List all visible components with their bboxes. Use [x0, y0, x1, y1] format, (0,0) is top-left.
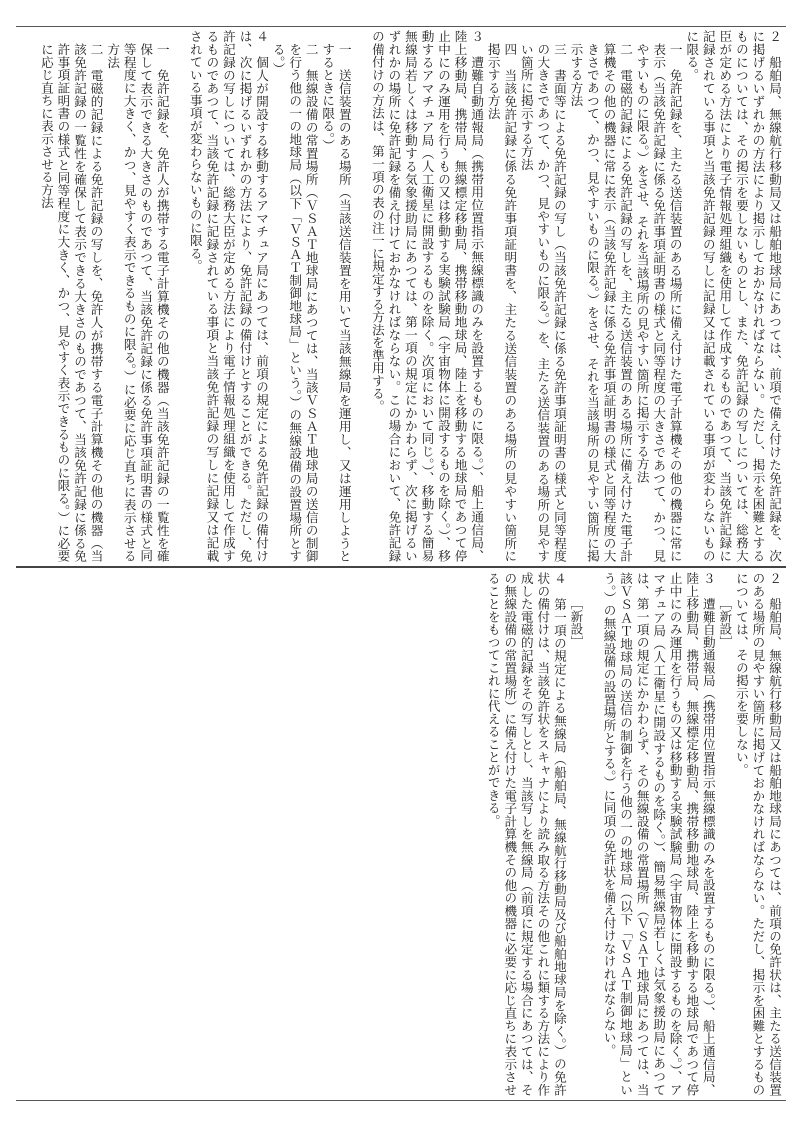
- revised-paragraph: 四 当該免許記録に係る免許事項証明書を、主たる送信装置のある場所の見やすい箇所に掲示する方法: [485, 42, 518, 562]
- current-paragraph: ２ 船舶局、無線航行移動局又は船舶地球局にあつては、前項の免許状は、主たる送信装置のある場所の見やすい箇所に掲げておかなければならない。ただし、掲示を困難とするものについては、その掲示を要しない。: [733, 572, 782, 1096]
- revised-paragraph: 一 免許記録を、免許人が携帯する電子計算機その他の機器（当該免許記録の一覧性を確保して表示できる大きさのものであつて、当該免許記録に係る免許事項証明書の様式と同等程度に大きく、かつ、見やすく表示できるものに限る。）に必要に応じ直ちに表示させる方法: [105, 42, 170, 562]
- revised-paragraph: 一 送信装置のある場所（当該送信装置を用いて当該無線局を運用し、又は運用しようとするときに限る。）: [320, 42, 352, 562]
- current-paragraph: ４ 第一項の規定による無線局（船舶局、無線航行移動局及び船舶地球局を除く。）の免許状の備付けは、当該免許状をスキャナにより読み取る方法その他これに類する方法により作成した電磁的記録をその写しとし、当該写しを無線局（前項に規定する場合にあつては、その無線設備の常置場所）に備え付けた電子計算機その他の機器に必要に応じ直ちに表示させることをもつてこれに代えることができる。: [485, 572, 567, 1096]
- revised-paragraph: 二 電磁的記録による免許記録の写しを、免許人が携帯する電子計算機その他の機器（当該免許記録の一覧性を確保して表示できる大きさのものであつて、当該免許記録に係る免許事項証明書の様式と同等程度に大きく、かつ、見やすく表示できるものに限る。）に必要に応じ直ちに表示させる方法: [38, 42, 104, 562]
- revised-paragraph: ２ 船舶局、無線航行移動局又は船舶地球局にあつては、前項で備え付けた免許記録を、次に掲げるいずれかの方法により掲示しておかなければならない。ただし、掲示を困難とするものについては、その掲示を要しないものとし、また、免許記録の写しについては、総務大臣が定める方法により電子情報処理組織を使用して作成するものであつて、当該免許記録に記録されている事項と当該免許記録の写しに記録又は記載されている事項が変わらないものに限る。: [684, 30, 782, 562]
- revised-text-panel: [18, 30, 782, 562]
- revised-paragraph: 三 書面等による免許記録の写し（当該免許記録に係る免許事項証明書の様式と同等程度の大きさであつて、かつ、見やすいものに限る。）を、主たる送信装置のある場所の見やすい箇所に掲示する方法: [518, 42, 567, 562]
- revised-paragraph: ４ 個人が開設する移動するアマチュア局にあつては、前項の規定による免許記録の備付けは、次に掲げるいずれかの方法により、免許記録の備付けとすることができる。ただし、免許記録の写しについては、総務大臣が定める方法により電子情報処理組織を使用して作成するものであつて、当該免許記録に記録されている事項と当該免許記録の写しに記録又は記載されている事項が変わらないものに限る。: [187, 30, 270, 562]
- revised-paragraph: 二 電磁的記録による免許記録の写しを、主たる送信装置のある場所に備え付けた電子計算機その他の機器に常に表示（当該免許記録に係る免許事項証明書の様式と同等程度の大きさであつて、かつ、見やすいものに限る。）をさせ、それを当該場所の見やすい箇所に掲示する方法: [568, 42, 634, 562]
- current-text-panel: [18, 572, 782, 1096]
- current-paragraph: ［新設］: [568, 597, 584, 649]
- revised-paragraph: ３ 遭難自動通報局（携帯用位置指示無線標識のみを設置するものに限る。）、船上通信局、陸上移動局、携帯局、無線標定移動局、携帯移動地球局、陸上を移動する地球局であつて停止中にのみ運用を行うもの又は移動する実験試験局（宇宙物体に開設するものを除く。）、移動するアマチュア局（人工衛星に開設するものを除く。次項において同じ。）、移動する簡易無線局若しくは移動する気象援助局にあつては、第一項の規定にかかわらず、次に掲げるいずれかの場所に免許記録を備え付けておかなければならない。この場合において、免許記録の備付けの方法は、第一項の表の注一に規定する方法を準用する。: [369, 30, 485, 562]
- bottom-rule: [16, 1100, 786, 1101]
- revised-paragraph: 二 無線設備の常置場所（ＶＳＡＴ地球局にあつては、当該ＶＳＡＴ地球局の送信の制御を行う他の一の地球局（以下「ＶＳＡＴ制御地球局」という。）の無線設備の設置場所とする。）: [270, 42, 319, 562]
- top-rule: [16, 26, 786, 27]
- current-paragraph: ３ 遭難自動通報局（携帯用位置指示無線標識のみを設置するものに限る。）、船上通信局、陸上移動局、携帯局、無線標定移動局、携帯移動地球局、陸上を移動する地球局であつて停止中にのみ運用を行うもの又は移動する実験試験局（宇宙物体に開設するものを除く。）、アマチュア局（人工衛星に開設するものを除く。）、簡易無線局若しくは気象援助局にあつては、第一項の規定にかかわらず、その無線設備の常置場所（ＶＳＡＴ地球局にあつては、当該ＶＳＡＴ地球局の送信の制御を行う他の一の地球局（以下「ＶＳＡＴ制御地球局」という。）の無線設備の設置場所とする。）に同項の免許状を備え付けなければならない。: [601, 572, 716, 1096]
- revised-paragraph: 一 免許記録を、主たる送信装置のある場所に備え付けた電子計算機その他の機器に常に表示（当該免許記録に係る免許事項証明書の様式と同等程度の大きさであつて、かつ、見やすいものに限る。）をさせ、それを当該場所の見やすい箇所に掲示する方法: [634, 42, 683, 562]
- middle-divider: [16, 566, 786, 568]
- current-paragraph: ［新設］: [717, 597, 733, 649]
